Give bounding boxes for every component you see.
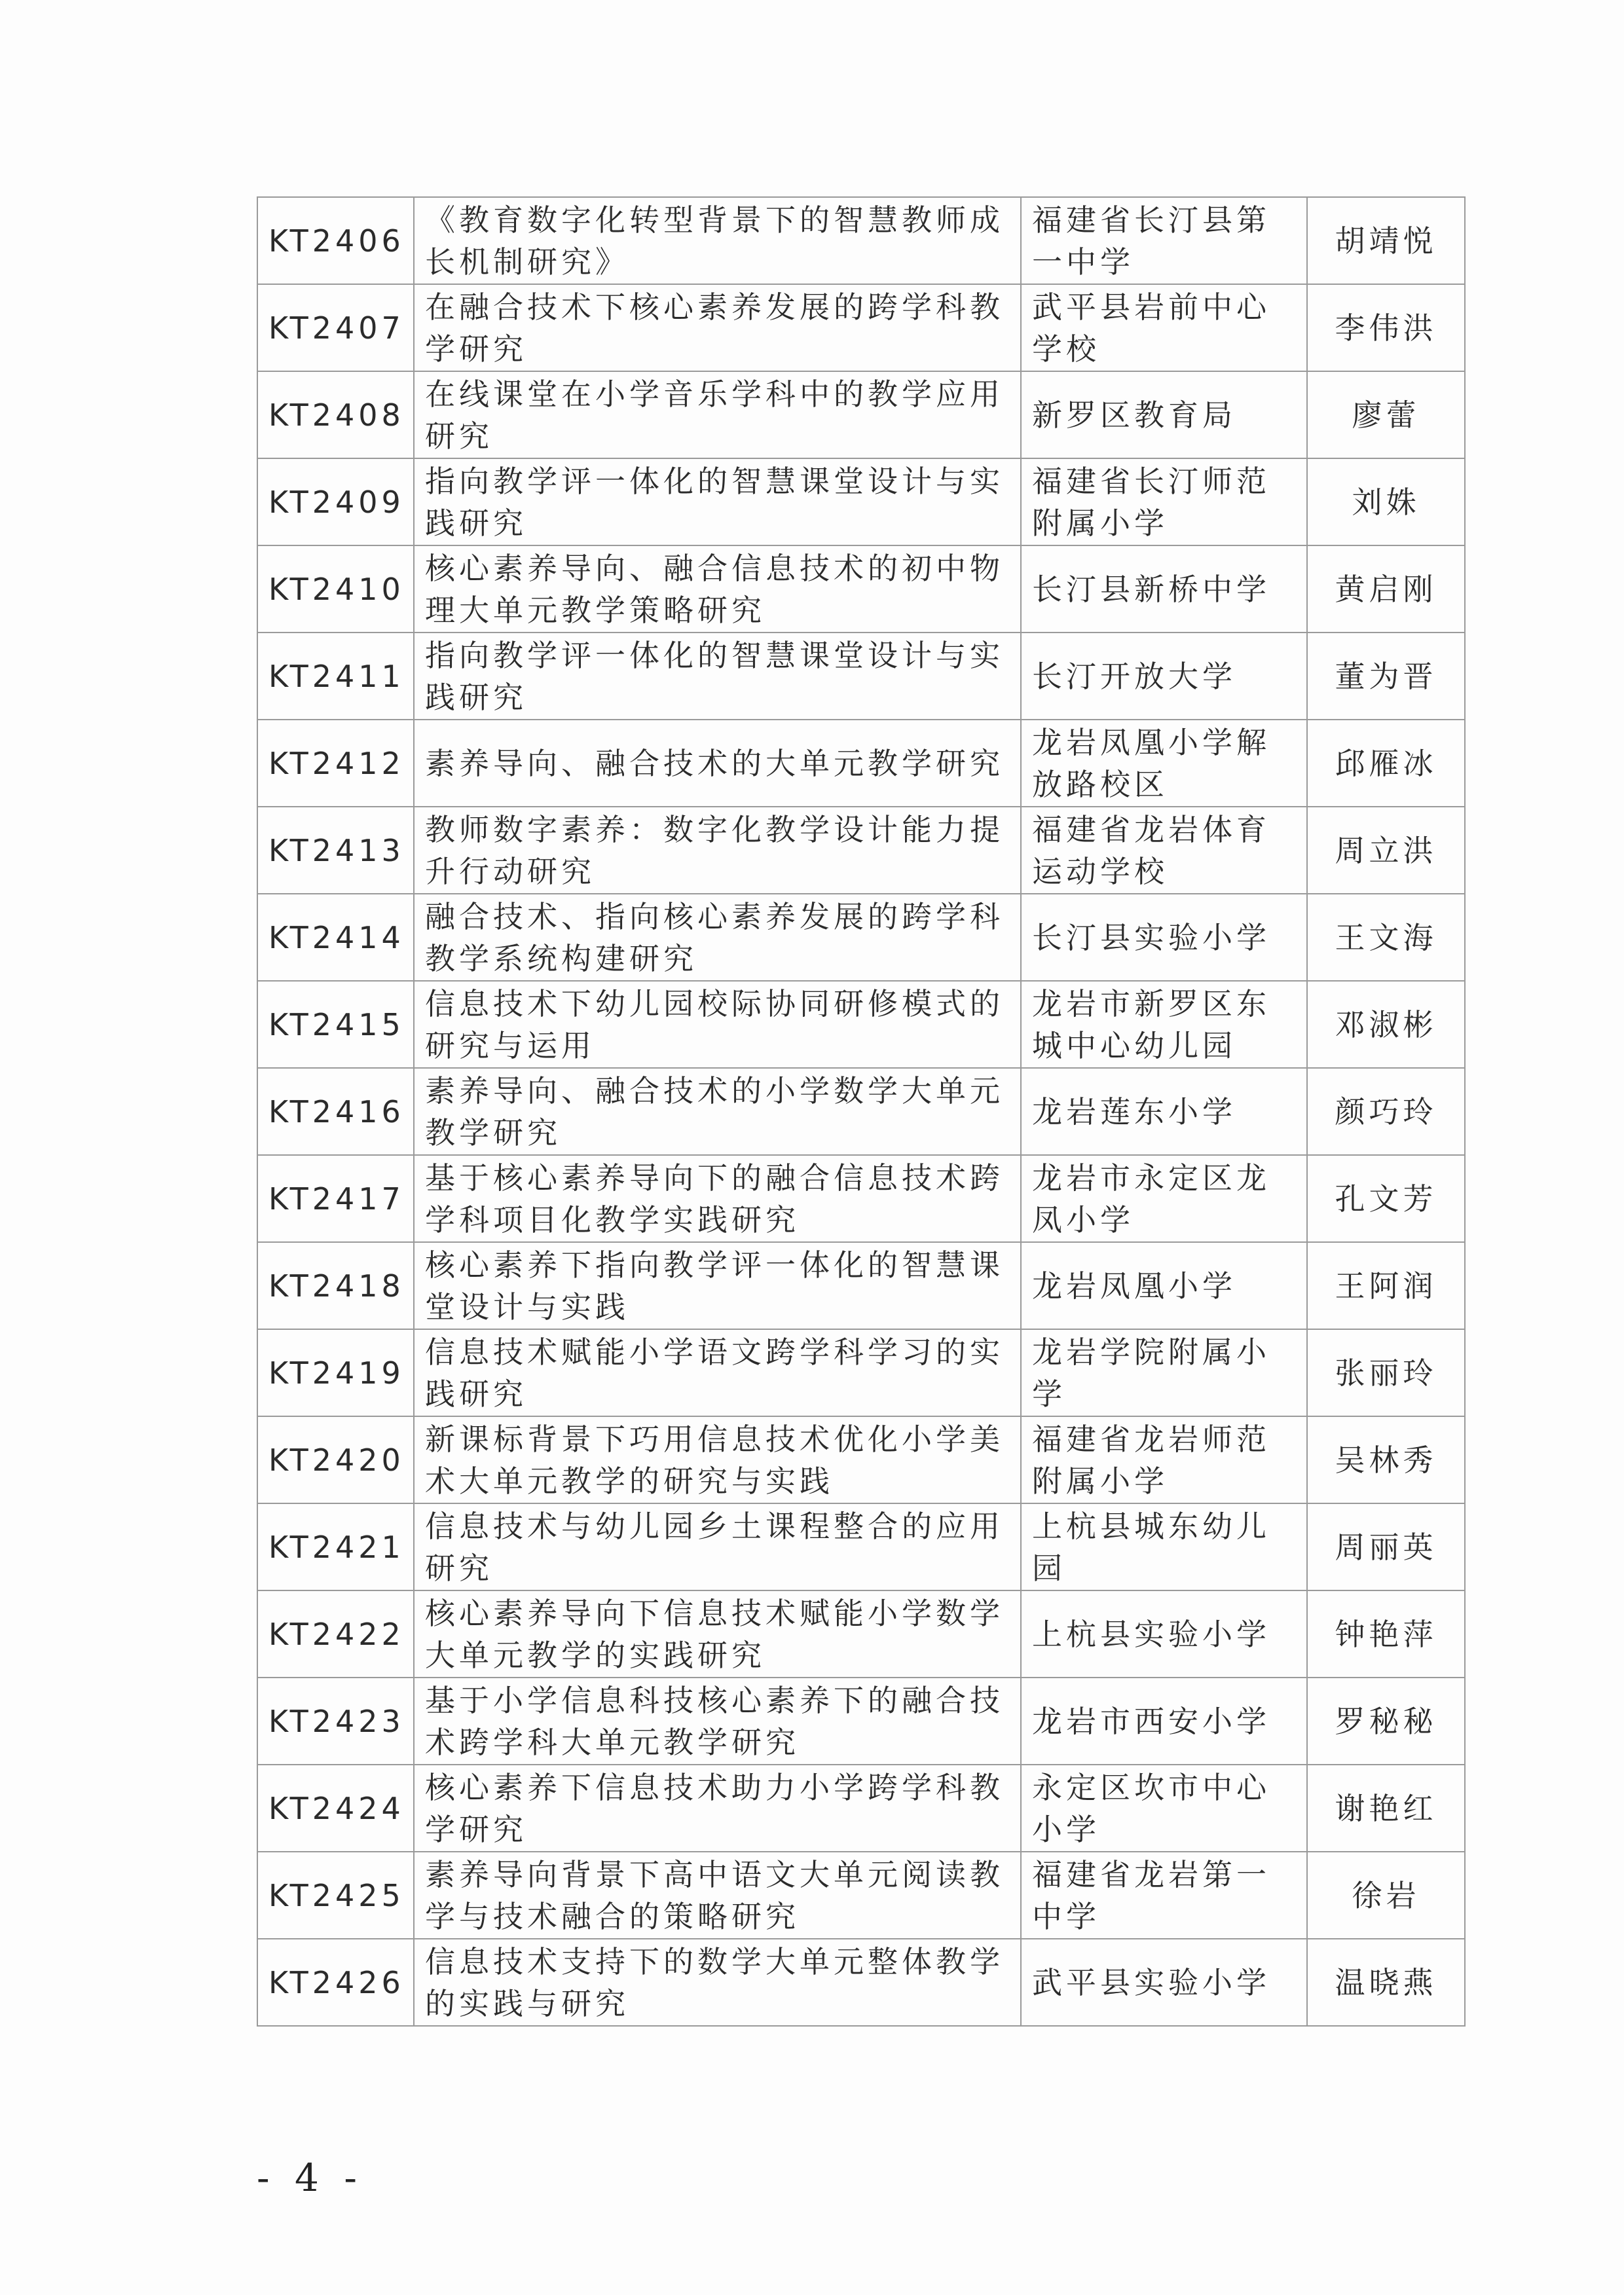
project-code-cell: KT2406 (257, 197, 414, 284)
project-leader-cell: 颜巧玲 (1307, 1068, 1465, 1155)
project-unit-cell: 长汀开放大学 (1021, 633, 1307, 720)
project-title-cell: 基于小学信息科技核心素养下的融合技术跨学科大单元教学研究 (414, 1678, 1021, 1765)
table-row (257, 1678, 1465, 1765)
project-code-cell: KT2415 (257, 981, 414, 1068)
project-leader-cell: 钟艳萍 (1307, 1590, 1465, 1678)
project-leader-cell: 王阿润 (1307, 1242, 1465, 1329)
project-code-cell: KT2410 (257, 545, 414, 633)
table-row (257, 807, 1465, 894)
project-code-cell: KT2424 (257, 1765, 414, 1852)
project-leader-cell: 罗秘秘 (1307, 1678, 1465, 1765)
project-code-cell: KT2407 (257, 284, 414, 371)
project-title-cell: 素养导向背景下高中语文大单元阅读教学与技术融合的策略研究 (414, 1852, 1021, 1939)
table-row (257, 1852, 1465, 1939)
project-title-cell: 信息技术下幼儿园校际协同研修模式的研究与运用 (414, 981, 1021, 1068)
project-title-cell: 新课标背景下巧用信息技术优化小学美术大单元教学的研究与实践 (414, 1416, 1021, 1503)
project-leader-cell: 周立洪 (1307, 807, 1465, 894)
project-unit-cell: 龙岩市西安小学 (1021, 1678, 1307, 1765)
project-code-cell: KT2413 (257, 807, 414, 894)
table-row (257, 1503, 1465, 1590)
project-unit-cell: 长汀县新桥中学 (1021, 545, 1307, 633)
project-code-cell: KT2409 (257, 458, 414, 545)
project-table (257, 196, 1466, 2027)
project-code-cell: KT2417 (257, 1155, 414, 1242)
project-leader-cell: 吴林秀 (1307, 1416, 1465, 1503)
project-leader-cell: 黄启刚 (1307, 545, 1465, 633)
table-row (257, 371, 1465, 458)
project-leader-cell: 张丽玲 (1307, 1329, 1465, 1416)
project-leader-cell: 刘姝 (1307, 458, 1465, 545)
project-unit-cell: 武平县实验小学 (1021, 1939, 1307, 2026)
project-leader-cell: 谢艳红 (1307, 1765, 1465, 1852)
table-row (257, 1765, 1465, 1852)
project-unit-cell: 永定区坎市中心小学 (1021, 1765, 1307, 1852)
table-row (257, 545, 1465, 633)
project-unit-cell: 龙岩凤凰小学 (1021, 1242, 1307, 1329)
project-leader-cell: 董为晋 (1307, 633, 1465, 720)
project-code-cell: KT2421 (257, 1503, 414, 1590)
table-row (257, 720, 1465, 807)
table-row (257, 1155, 1465, 1242)
table-row (257, 197, 1465, 284)
project-leader-cell: 周丽英 (1307, 1503, 1465, 1590)
project-leader-cell: 孔文芳 (1307, 1155, 1465, 1242)
table-row (257, 458, 1465, 545)
project-leader-cell: 王文海 (1307, 894, 1465, 981)
project-unit-cell: 龙岩市新罗区东城中心幼儿园 (1021, 981, 1307, 1068)
project-unit-cell: 龙岩凤凰小学解放路校区 (1021, 720, 1307, 807)
project-code-cell: KT2426 (257, 1939, 414, 2026)
project-leader-cell: 徐岩 (1307, 1852, 1465, 1939)
project-title-cell: 核心素养下指向教学评一体化的智慧课堂设计与实践 (414, 1242, 1021, 1329)
project-title-cell: 素养导向、融合技术的大单元教学研究 (414, 720, 1021, 807)
project-title-cell: 素养导向、融合技术的小学数学大单元教学研究 (414, 1068, 1021, 1155)
project-title-cell: 信息技术与幼儿园乡土课程整合的应用研究 (414, 1503, 1021, 1590)
project-unit-cell: 福建省龙岩师范附属小学 (1021, 1416, 1307, 1503)
page-number: - 4 - (257, 2156, 363, 2200)
project-unit-cell: 福建省龙岩第一中学 (1021, 1852, 1307, 1939)
project-leader-cell: 温晓燕 (1307, 1939, 1465, 2026)
project-unit-cell: 上杭县城东幼儿园 (1021, 1503, 1307, 1590)
project-title-cell: 核心素养导向下信息技术赋能小学数学大单元教学的实践研究 (414, 1590, 1021, 1678)
project-code-cell: KT2425 (257, 1852, 414, 1939)
project-code-cell: KT2422 (257, 1590, 414, 1678)
project-title-cell: 核心素养导向、融合信息技术的初中物理大单元教学策略研究 (414, 545, 1021, 633)
project-title-cell: 指向教学评一体化的智慧课堂设计与实践研究 (414, 458, 1021, 545)
project-leader-cell: 李伟洪 (1307, 284, 1465, 371)
table-row (257, 633, 1465, 720)
project-title-cell: 融合技术、指向核心素养发展的跨学科教学系统构建研究 (414, 894, 1021, 981)
project-table-body (257, 197, 1465, 2026)
project-unit-cell: 新罗区教育局 (1021, 371, 1307, 458)
project-title-cell: 信息技术赋能小学语文跨学科学习的实践研究 (414, 1329, 1021, 1416)
project-title-cell: 指向教学评一体化的智慧课堂设计与实践研究 (414, 633, 1021, 720)
project-leader-cell: 胡靖悦 (1307, 197, 1465, 284)
project-code-cell: KT2423 (257, 1678, 414, 1765)
project-code-cell: KT2411 (257, 633, 414, 720)
project-unit-cell: 龙岩学院附属小学 (1021, 1329, 1307, 1416)
table-row (257, 1416, 1465, 1503)
table-row (257, 1329, 1465, 1416)
project-title-cell: 在融合技术下核心素养发展的跨学科教学研究 (414, 284, 1021, 371)
table-row (257, 1590, 1465, 1678)
table-row (257, 284, 1465, 371)
table-row (257, 981, 1465, 1068)
project-leader-cell: 廖蕾 (1307, 371, 1465, 458)
table-row (257, 1242, 1465, 1329)
project-title-cell: 基于核心素养导向下的融合信息技术跨学科项目化教学实践研究 (414, 1155, 1021, 1242)
project-title-cell: 在线课堂在小学音乐学科中的教学应用研究 (414, 371, 1021, 458)
project-title-cell: 信息技术支持下的数学大单元整体教学的实践与研究 (414, 1939, 1021, 2026)
project-unit-cell: 福建省长汀师范附属小学 (1021, 458, 1307, 545)
project-unit-cell: 福建省长汀县第一中学 (1021, 197, 1307, 284)
project-code-cell: KT2418 (257, 1242, 414, 1329)
project-unit-cell: 武平县岩前中心学校 (1021, 284, 1307, 371)
project-leader-cell: 邓淑彬 (1307, 981, 1465, 1068)
project-leader-cell: 邱雁冰 (1307, 720, 1465, 807)
project-title-cell: 《教育数字化转型背景下的智慧教师成长机制研究》 (414, 197, 1021, 284)
project-title-cell: 核心素养下信息技术助力小学跨学科教学研究 (414, 1765, 1021, 1852)
project-code-cell: KT2414 (257, 894, 414, 981)
project-title-cell: 教师数字素养：数字化教学设计能力提升行动研究 (414, 807, 1021, 894)
project-code-cell: KT2412 (257, 720, 414, 807)
project-unit-cell: 上杭县实验小学 (1021, 1590, 1307, 1678)
project-code-cell: KT2419 (257, 1329, 414, 1416)
project-code-cell: KT2416 (257, 1068, 414, 1155)
project-code-cell: KT2408 (257, 371, 414, 458)
project-unit-cell: 龙岩莲东小学 (1021, 1068, 1307, 1155)
project-unit-cell: 长汀县实验小学 (1021, 894, 1307, 981)
table-row (257, 1068, 1465, 1155)
project-code-cell: KT2420 (257, 1416, 414, 1503)
project-unit-cell: 福建省龙岩体育运动学校 (1021, 807, 1307, 894)
table-row (257, 1939, 1465, 2026)
table-row (257, 894, 1465, 981)
project-unit-cell: 龙岩市永定区龙凤小学 (1021, 1155, 1307, 1242)
